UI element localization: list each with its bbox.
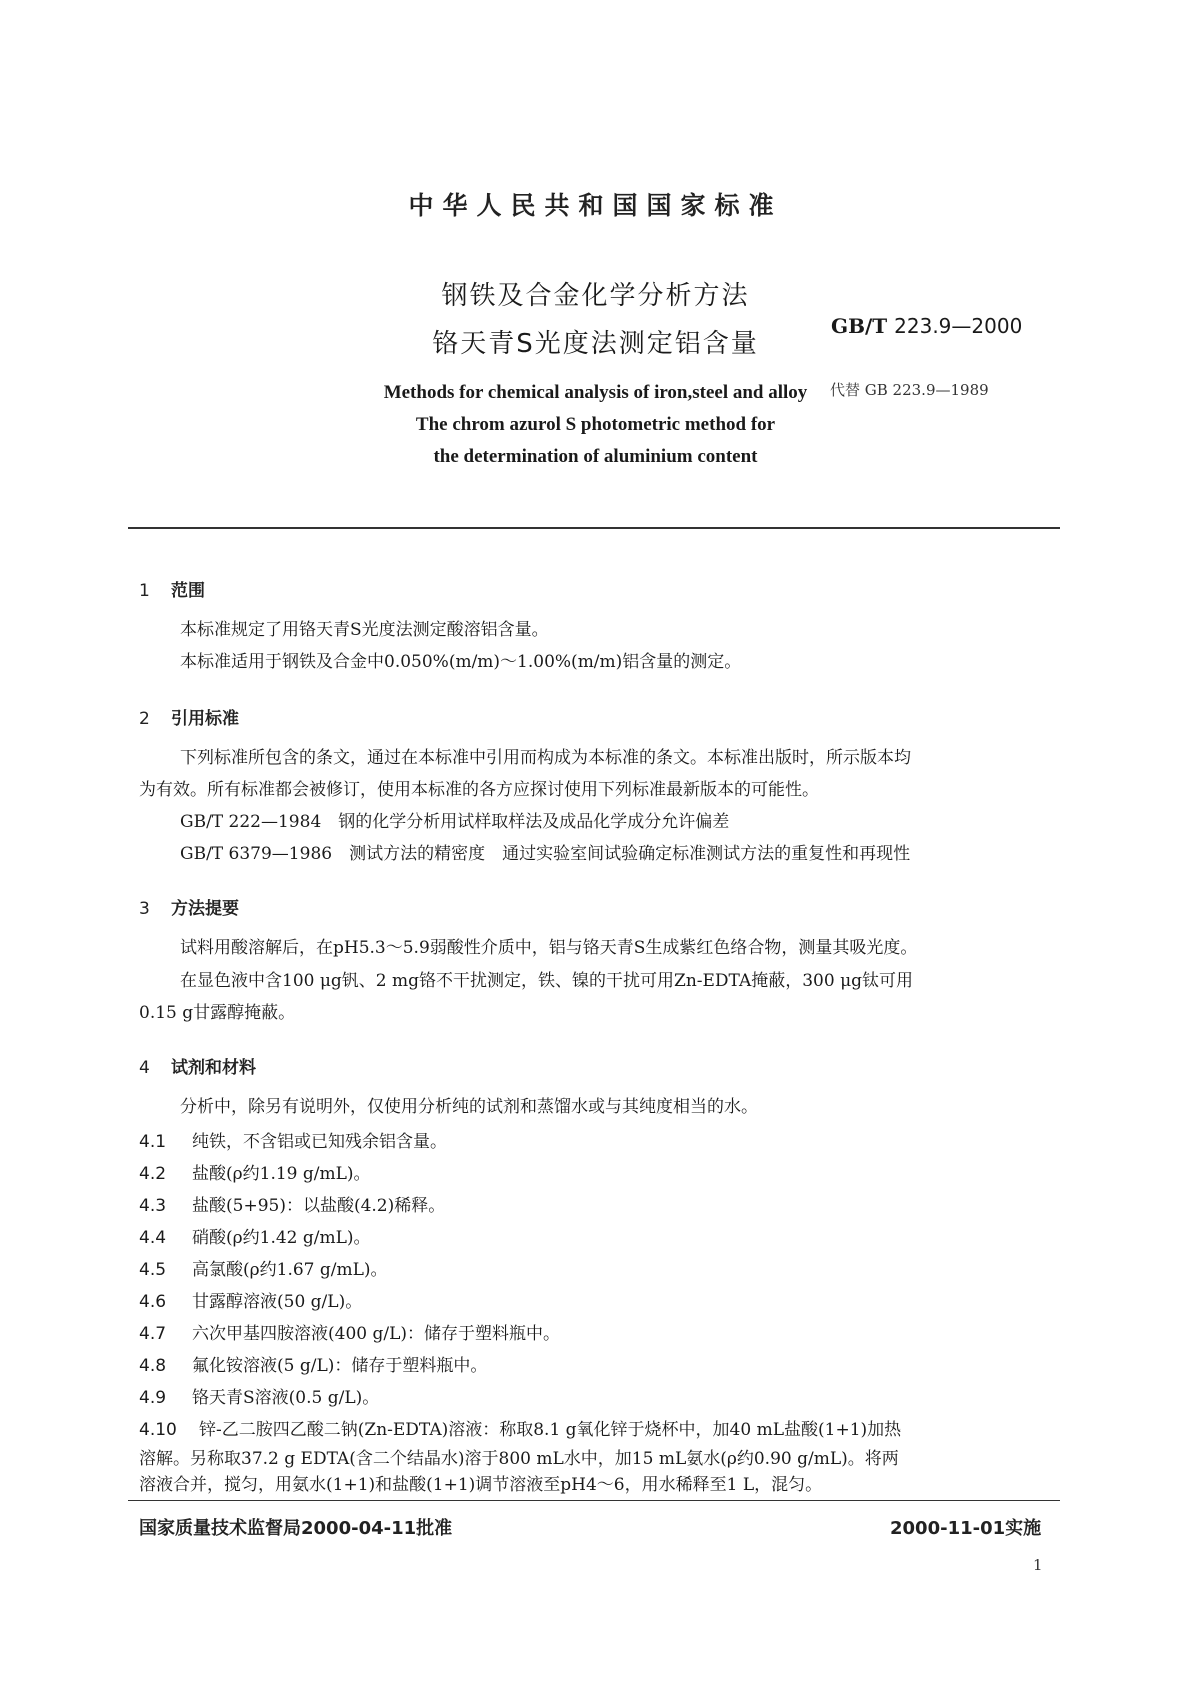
section-4-heading — [139, 1053, 256, 1078]
item-number: 4.10 — [139, 1420, 177, 1440]
item-text: 盐酸(5+95)：以盐酸(4.2)稀释。 — [192, 1196, 446, 1216]
footer-divider — [128, 1500, 1060, 1501]
item-number: 4.4 — [139, 1228, 167, 1248]
replaces-standard: 代替 GB 223.9—1989 — [830, 381, 989, 399]
item-text: 盐酸(ρ约1.19 g/mL)。 — [192, 1164, 371, 1184]
section-2-reference-2: GB/T 6379—1986 测试方法的精密度 通过实验室间试验确定标准测试方法的重复性和再现性 — [180, 844, 911, 864]
section-number: 3 — [139, 899, 150, 919]
item-text: 铬天青S溶液(0.5 g/L)。 — [192, 1388, 380, 1408]
reagent-item — [139, 1191, 445, 1216]
reagent-item-10-line1 — [139, 1415, 901, 1440]
english-title-line3: the determination of aluminium content — [433, 446, 758, 467]
section-2-para1-line2: 为有效。所有标准都会被修订，使用本标准的各方应探讨使用下列标准最新版本的可能性。 — [139, 780, 819, 800]
reagent-item-10-line2: 溶解。另称取37.2 g EDTA(含二个结晶水)溶于800 mL水中，加15 mL氨水(ρ约0.90 g/mL)。将两 — [139, 1449, 899, 1469]
reagent-item — [139, 1127, 447, 1152]
item-number: 4.8 — [139, 1356, 167, 1376]
item-text: 锌-乙二胺四乙酸二钠(Zn-EDTA)溶液：称取8.1 g氧化锌于烧杯中，加40 mL盐酸(1+1)加热 — [199, 1420, 902, 1440]
section-3-para1: 试料用酸溶解后，在pH5.3～5.9弱酸性介质中，铝与铬天青S生成紫红色络合物，测量其吸光度。 — [180, 938, 918, 958]
reagent-item — [139, 1159, 371, 1184]
approval-date: 国家质量技术监督局2000-04-11批准 — [139, 1518, 453, 1539]
section-2-reference-1: GB/T 222—1984 钢的化学分析用试样取样法及成品化学成分允许偏差 — [180, 812, 730, 832]
section-1-para2: 本标准适用于钢铁及合金中0.050%(m/m)～1.00%(m/m)铝含量的测定。 — [180, 652, 742, 672]
effective-date: 2000-11-01实施 — [890, 1518, 1042, 1539]
reagent-item — [139, 1223, 371, 1248]
reagent-item — [139, 1351, 487, 1376]
standard-code-prefix: GB/T — [831, 314, 888, 338]
section-4-intro: 分析中，除另有说明外，仅使用分析纯的试剂和蒸馏水或与其纯度相当的水。 — [180, 1097, 758, 1117]
standard-title-line2: 铬天青S光度法测定铝含量 — [432, 329, 759, 359]
item-text: 氟化铵溶液(5 g/L)：储存于塑料瓶中。 — [192, 1356, 488, 1376]
section-1-heading — [139, 576, 205, 601]
english-title-line2: The chrom azurol S photometric method for — [415, 414, 776, 435]
item-text: 高氯酸(ρ约1.67 g/mL)。 — [192, 1260, 388, 1280]
reagent-item — [139, 1287, 362, 1312]
section-2-para1-line1: 下列标准所包含的条文，通过在本标准中引用而构成为本标准的条文。本标准出版时，所示版本均 — [180, 748, 911, 768]
header-divider — [128, 527, 1060, 529]
section-title: 引用标准 — [171, 709, 239, 729]
section-number: 4 — [139, 1058, 150, 1078]
item-number: 4.6 — [139, 1292, 167, 1312]
section-1-para1: 本标准规定了用铬天青S光度法测定酸溶铝含量。 — [180, 620, 549, 640]
standard-code-number: 223.9—2000 — [894, 314, 1023, 338]
section-3-para2-line2: 0.15 g甘露醇掩蔽。 — [139, 1003, 296, 1023]
item-number: 4.7 — [139, 1324, 167, 1344]
section-number: 2 — [139, 709, 150, 729]
standard-title-line1: 钢铁及合金化学分析方法 — [441, 281, 750, 311]
reagent-item — [139, 1319, 560, 1344]
reagent-item — [139, 1255, 388, 1280]
item-text: 硝酸(ρ约1.42 g/mL)。 — [192, 1228, 371, 1248]
item-text: 六次甲基四胺溶液(400 g/L)：储存于塑料瓶中。 — [192, 1324, 561, 1344]
section-title: 试剂和材料 — [171, 1058, 256, 1078]
item-text: 甘露醇溶液(50 g/L)。 — [192, 1292, 363, 1312]
section-number: 1 — [139, 581, 150, 601]
item-number: 4.9 — [139, 1388, 167, 1408]
section-2-heading — [139, 704, 239, 729]
section-3-para2-line1: 在显色液中含100 μg钒、2 mg铬不干扰测定，铁、镍的干扰可用Zn-EDTA掩蔽，300 μg钛可用 — [180, 971, 914, 991]
item-number: 4.2 — [139, 1164, 167, 1184]
english-title-line1: Methods for chemical analysis of iron,steel and alloy — [383, 382, 808, 403]
item-number: 4.1 — [139, 1132, 167, 1152]
section-title: 范围 — [171, 581, 205, 601]
reagent-item — [139, 1383, 379, 1408]
standard-code — [831, 314, 1022, 338]
section-3-heading — [139, 894, 239, 919]
item-number: 4.5 — [139, 1260, 167, 1280]
item-number: 4.3 — [139, 1196, 167, 1216]
item-text: 纯铁，不含铝或已知残余铝含量。 — [192, 1132, 447, 1152]
page-number: 1 — [1033, 1556, 1043, 1574]
section-title: 方法提要 — [171, 899, 239, 919]
reagent-item-10-line3: 溶液合并，搅匀，用氨水(1+1)和盐酸(1+1)调节溶液至pH4～6，用水稀释至1 L，混匀。 — [139, 1475, 823, 1495]
national-standard-heading: 中华人民共和国国家标准 — [408, 191, 783, 220]
